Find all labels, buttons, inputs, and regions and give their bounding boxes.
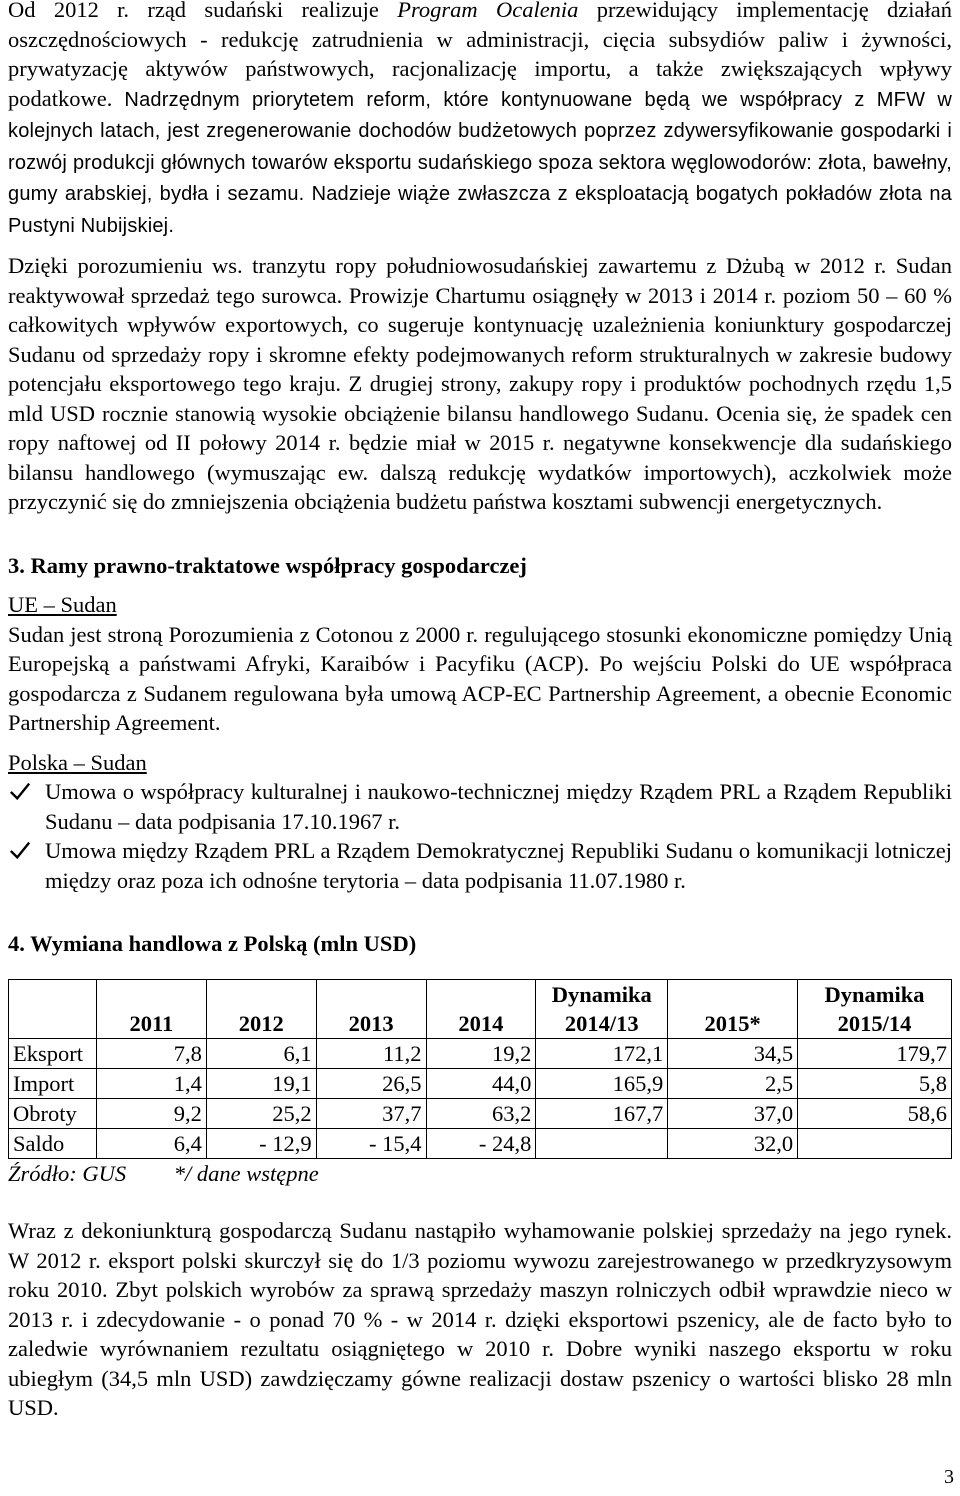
table-cell: 167,7 [536, 1098, 668, 1128]
intro-paragraph-1 [8, 0, 952, 241]
agreement-text: Umowa między Rządem PRL a Rządem Demokratycznej Republiki Sudanu o komunikacji lotniczej między oraz poza ich odnośne terytoria – data podpisania 11.07.1980 r. [45, 838, 952, 893]
closing-paragraph: Wraz z dekoniunkturą gospodarczą Sudanu nastąpiło wyhamowanie polskiej sprzedaży na jego rynek. W 2012 r. eksport polski skurczył się do 1/3 poziomu wywozu zarejestrowanego w przedkryzysowym roku 2010. Zbyt polskich wyrobów za sprawą sprzedaży maszyn rolniczych odbił wprawdzie nieco w 2013 r. i zdecydowanie - o ponad 70 % - w 2014 r. dzięki eksportowi pszenicy, ale de facto było to zaledwie wyrównaniem rezultatu osiągniętego w 2010 r. Dobre wyniki naszego eksportu w roku ubiegłym (34,5 mln USD) zawdzięczamy gówne realizacji dostaw pszenicy o wartości blisko 28 mln USD. [8, 1218, 952, 1420]
table-header-row [9, 979, 952, 1038]
column-header: 2011 [96, 979, 206, 1038]
table-cell: 5,8 [798, 1068, 952, 1098]
intro-text-end: Nadrzędnym priorytetem reform, które kontynuowane będą we współpracy z MFW w kolejnych latach, jest zregenerowanie dochodów budżetowych poprzez zdywersyfikowanie gospodarki i rozwój produkcji głównych towarów eksportu sudańskiego spoza sektora węglowodorów: złota, bawełny, gumy arabskiej, bydła i sezamu. Nadzieje wiąże zwłaszcza z eksploatacją bogatych pokładów złota na Pustyni Nubijskiej. [8, 88, 952, 237]
list-item [8, 836, 952, 895]
table-row [9, 1038, 952, 1068]
intro-text-start: Od 2012 r. rząd sudański realizuje [8, 0, 379, 22]
column-header: 2015* [668, 979, 798, 1038]
table-cell: - 15,4 [316, 1128, 426, 1158]
table-cell: 44,0 [426, 1068, 536, 1098]
table-cell: 37,7 [316, 1098, 426, 1128]
table-cell: 165,9 [536, 1068, 668, 1098]
intro-text-middle: przewidujący implementację działań oszczędnościowych - redukcję zatrudnienia w administracji, cięcia subsydiów paliw i żywności, prywatyzację aktywów państwowych, racjonalizację importu, a także zwiększających wpływy podatkowe. [8, 0, 952, 111]
table-cell: 58,6 [798, 1098, 952, 1128]
column-header: 2012 [206, 979, 316, 1038]
table-cell: - 24,8 [426, 1128, 536, 1158]
agreement-text: Umowa o współpracy kulturalnej i naukowo-technicznej między Rządem PRL a Rządem Republiki Sudanu – data podpisania 17.10.1967 r. [45, 779, 952, 834]
document-page [8, 0, 952, 1423]
table-cell: 63,2 [426, 1098, 536, 1128]
ue-sudan-text: Sudan jest stroną Porozumienia z Cotonou z 2000 r. regulującego stosunki ekonomiczne pomiędzy Unią Europejską a państwami Afryki, Karaibów i Pacyfiku (ACP). Po wejściu Polski do UE współpraca gospodarcza z Sudanem regulowana była umową ACP-EC Partnership Agreement, a obecnie Economic Partnership Agreement. [8, 621, 952, 735]
table-cell: 172,1 [536, 1038, 668, 1068]
table-source-line [8, 1159, 952, 1189]
row-label: Obroty [9, 1098, 97, 1128]
section-3-heading: 3. Ramy prawno-traktatowe współpracy gospodarczej [8, 552, 527, 578]
table-cell [536, 1128, 668, 1158]
table-cell: 32,0 [668, 1128, 798, 1158]
table-cell: 1,4 [96, 1068, 206, 1098]
table-note: */ dane wstępne [173, 1160, 319, 1186]
column-header [9, 979, 97, 1038]
table-row [9, 1098, 952, 1128]
table-cell: 6,1 [206, 1038, 316, 1068]
table-row [9, 1068, 952, 1098]
table-cell: - 12,9 [206, 1128, 316, 1158]
column-header: Dynamika 2015/14 [798, 979, 952, 1038]
table-cell: 26,5 [316, 1068, 426, 1098]
table-row [9, 1128, 952, 1158]
table-cell: 7,8 [96, 1038, 206, 1068]
table-cell: 19,2 [426, 1038, 536, 1068]
table-cell: 9,2 [96, 1098, 206, 1128]
table-cell: 19,1 [206, 1068, 316, 1098]
table-cell: 11,2 [316, 1038, 426, 1068]
page-number: 3 [944, 1465, 954, 1488]
table-cell: 34,5 [668, 1038, 798, 1068]
table-cell [798, 1128, 952, 1158]
row-label: Import [9, 1068, 97, 1098]
polska-sudan-heading: Polska – Sudan [8, 749, 147, 775]
table-cell: 25,2 [206, 1098, 316, 1128]
trade-table [8, 979, 952, 1159]
table-cell: 6,4 [96, 1128, 206, 1158]
checkmark-icon [9, 780, 31, 802]
table-cell: 2,5 [668, 1068, 798, 1098]
intro-paragraph-2: Dzięki porozumieniu ws. tranzytu ropy południowosudańskiej zawartemu z Dżubą w 2012 r. Sudan reaktywował sprzedaż tego surowca. Prowizje Chartumu osiągnęły w 2013 i 2014 r. poziom 50 – 60 % całkowitych wpływów exportowych, co sugeruje kontynuację uzależnienia koniunktury gospodarczej Sudanu od sprzedaży ropy i skromne efekty podejmowanych reform strukturalnych w zakresie budowy potencjału eksportowego tego kraju. Z drugiej strony, zakupy ropy i produktów pochodnych rzędu 1,5 mld USD rocznie stanowią wysokie obciążenie bilansu handlowego Sudanu. Ocenia się, że spadek cen ropy naftowej od II połowy 2014 r. będzie miał w 2015 r. negatywne konsekwencje dla sudańskiego bilansu handlowego (wymuszając ew. dalszą redukcję wydatków importowych), aczkolwiek może przyczynić się do zmniejszenia obciążenia budżetu państwa kosztami subwencji energetycznych. [8, 253, 952, 514]
ue-sudan-heading: UE – Sudan [8, 592, 117, 617]
list-item [8, 777, 952, 836]
row-label: Eksport [9, 1038, 97, 1068]
table-cell: 179,7 [798, 1038, 952, 1068]
column-header: Dynamika 2014/13 [536, 979, 668, 1038]
row-label: Saldo [9, 1128, 97, 1158]
agreements-list [8, 777, 952, 895]
table-source: Źródło: GUS [8, 1160, 127, 1186]
column-header: 2013 [316, 979, 426, 1038]
program-name: Program Ocalenia [397, 0, 579, 22]
checkmark-icon [9, 839, 31, 861]
table-cell: 37,0 [668, 1098, 798, 1128]
section-4-heading: 4. Wymiana handlowa z Polską (mln USD) [8, 931, 417, 956]
column-header: 2014 [426, 979, 536, 1038]
